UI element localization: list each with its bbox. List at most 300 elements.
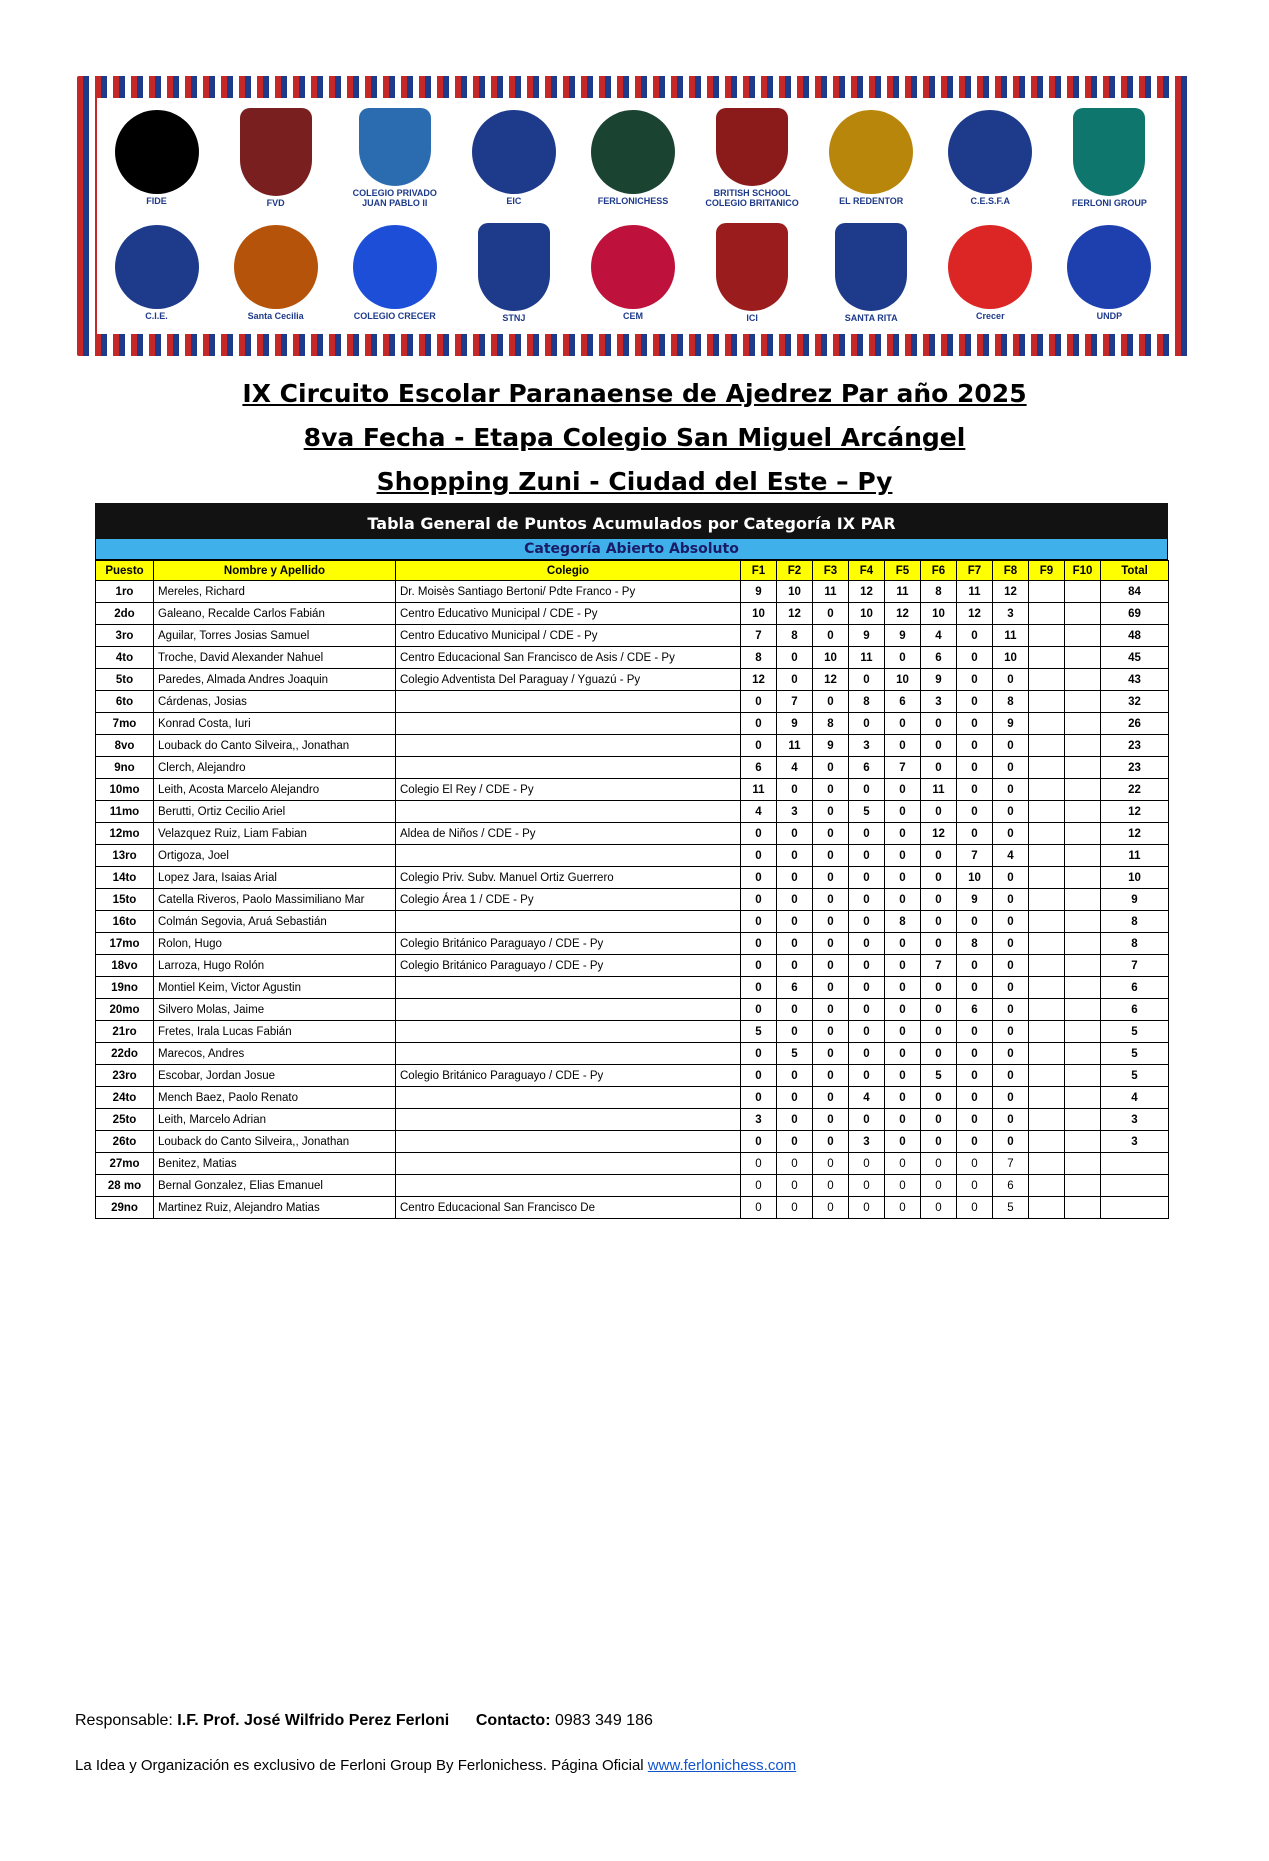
round-score-cell: 0	[813, 625, 849, 647]
column-header: F9	[1029, 561, 1065, 581]
round-score-cell: 0	[741, 911, 777, 933]
player-name-cell: Marecos, Andres	[154, 1043, 396, 1065]
total-cell: 3	[1101, 1109, 1169, 1131]
round-score-cell: 0	[921, 933, 957, 955]
round-score-cell: 11	[777, 735, 813, 757]
round-score-cell: 0	[885, 647, 921, 669]
el-redentor-emblem-icon	[829, 110, 913, 194]
round-score-cell	[1065, 757, 1101, 779]
round-score-cell: 0	[993, 867, 1029, 889]
column-header: F10	[1065, 561, 1101, 581]
juan-pablo-ii-logo	[347, 108, 443, 208]
round-score-cell: 0	[741, 867, 777, 889]
table-row	[96, 867, 1169, 889]
column-header: F6	[921, 561, 957, 581]
total-cell: 9	[1101, 889, 1169, 911]
round-score-cell: 11	[957, 581, 993, 603]
total-cell: 6	[1101, 977, 1169, 999]
stnj-logo	[466, 223, 562, 323]
school-cell	[396, 1131, 741, 1153]
round-score-cell: 4	[921, 625, 957, 647]
round-score-cell: 3	[741, 1109, 777, 1131]
round-score-cell: 0	[777, 1109, 813, 1131]
round-score-cell: 3	[849, 735, 885, 757]
juan-pablo-ii-emblem-icon	[359, 108, 431, 186]
title-line-1: IX Circuito Escolar Paranaense de Ajedrez Par año 2025	[242, 379, 1027, 408]
round-score-cell: 8	[849, 691, 885, 713]
position-cell: 28 mo	[96, 1175, 154, 1197]
table-row	[96, 801, 1169, 823]
fvd-logo	[228, 108, 324, 208]
school-cell: Colegio El Rey / CDE - Py	[396, 779, 741, 801]
player-name-cell: Louback do Canto Silveira,, Jonathan	[154, 735, 396, 757]
round-score-cell	[1029, 933, 1065, 955]
logo-caption: BRITISH SCHOOL COLEGIO BRITANICO	[705, 188, 799, 208]
round-score-cell: 0	[777, 1087, 813, 1109]
round-score-cell: 11	[993, 625, 1029, 647]
round-score-cell: 0	[741, 889, 777, 911]
round-score-cell	[1065, 735, 1101, 757]
position-cell: 22do	[96, 1043, 154, 1065]
round-score-cell: 0	[957, 1175, 993, 1197]
round-score-cell: 0	[957, 1131, 993, 1153]
player-name-cell: Louback do Canto Silveira,, Jonathan	[154, 1131, 396, 1153]
round-score-cell: 0	[957, 823, 993, 845]
player-name-cell: Martinez Ruiz, Alejandro Matias	[154, 1197, 396, 1219]
round-score-cell: 0	[777, 1153, 813, 1175]
round-score-cell	[1065, 647, 1101, 669]
round-score-cell	[1065, 625, 1101, 647]
logo-caption: FIDE	[146, 196, 167, 206]
table-row	[96, 581, 1169, 603]
round-score-cell: 10	[957, 867, 993, 889]
total-cell: 69	[1101, 603, 1169, 625]
round-score-cell: 0	[849, 1021, 885, 1043]
round-score-cell: 0	[849, 911, 885, 933]
round-score-cell: 0	[741, 955, 777, 977]
round-score-cell: 0	[993, 669, 1029, 691]
round-score-cell: 4	[741, 801, 777, 823]
round-score-cell: 0	[957, 735, 993, 757]
round-score-cell	[1065, 603, 1101, 625]
round-score-cell: 0	[777, 867, 813, 889]
ici-logo	[704, 223, 800, 323]
position-cell: 25to	[96, 1109, 154, 1131]
round-score-cell: 5	[921, 1065, 957, 1087]
round-score-cell: 0	[741, 933, 777, 955]
round-score-cell: 0	[777, 823, 813, 845]
position-cell: 1ro	[96, 581, 154, 603]
column-header: Nombre y Apellido	[154, 561, 396, 581]
stnj-emblem-icon	[478, 223, 550, 311]
round-score-cell: 9	[885, 625, 921, 647]
fide-emblem-icon	[115, 110, 199, 194]
player-name-cell: Ortigoza, Joel	[154, 845, 396, 867]
round-score-cell: 11	[741, 779, 777, 801]
round-score-cell: 0	[957, 1065, 993, 1087]
round-score-cell: 0	[921, 757, 957, 779]
position-cell: 3ro	[96, 625, 154, 647]
round-score-cell	[1029, 823, 1065, 845]
round-score-cell: 9	[957, 889, 993, 911]
table-row	[96, 1197, 1169, 1219]
el-redentor-logo	[823, 108, 919, 208]
round-score-cell: 0	[813, 911, 849, 933]
logo-row-bottom	[97, 218, 1169, 328]
round-score-cell: 0	[993, 1131, 1029, 1153]
round-score-cell: 0	[813, 1021, 849, 1043]
round-score-cell: 0	[993, 999, 1029, 1021]
round-score-cell	[1065, 933, 1101, 955]
round-score-cell: 10	[921, 603, 957, 625]
round-score-cell: 0	[741, 1087, 777, 1109]
round-score-cell: 0	[777, 1175, 813, 1197]
round-score-cell	[1029, 801, 1065, 823]
position-cell: 10mo	[96, 779, 154, 801]
club-ferlonichess-logo	[585, 108, 681, 208]
column-header: F2	[777, 561, 813, 581]
logo-caption: STNJ	[502, 313, 526, 323]
table-row	[96, 1065, 1169, 1087]
round-score-cell: 0	[885, 1021, 921, 1043]
table-row	[96, 625, 1169, 647]
round-score-cell	[1029, 603, 1065, 625]
total-cell: 48	[1101, 625, 1169, 647]
round-score-cell: 0	[813, 1065, 849, 1087]
round-score-cell: 7	[957, 845, 993, 867]
position-cell: 7mo	[96, 713, 154, 735]
round-score-cell: 6	[885, 691, 921, 713]
round-score-cell: 0	[813, 889, 849, 911]
round-score-cell: 10	[849, 603, 885, 625]
round-score-cell: 0	[849, 867, 885, 889]
table-row	[96, 735, 1169, 757]
round-score-cell: 8	[885, 911, 921, 933]
position-cell: 9no	[96, 757, 154, 779]
colegio-crecer-cde-emblem-icon	[353, 225, 437, 309]
position-cell: 18vo	[96, 955, 154, 977]
round-score-cell: 0	[993, 735, 1029, 757]
responsible-name: I.F. Prof. José Wilfrido Perez Ferloni	[177, 1712, 450, 1729]
round-score-cell: 0	[921, 845, 957, 867]
school-cell: Colegio Británico Paraguayo / CDE - Py	[396, 955, 741, 977]
round-score-cell: 11	[921, 779, 957, 801]
round-score-cell: 0	[849, 1109, 885, 1131]
column-header: F5	[885, 561, 921, 581]
eic-logo	[466, 108, 562, 208]
round-score-cell	[1029, 955, 1065, 977]
logo-caption: C.I.E.	[145, 311, 168, 321]
round-score-cell: 0	[885, 1175, 921, 1197]
round-score-cell: 0	[957, 1087, 993, 1109]
round-score-cell: 0	[741, 691, 777, 713]
round-score-cell: 0	[813, 955, 849, 977]
round-score-cell: 0	[849, 1175, 885, 1197]
round-score-cell: 0	[885, 1043, 921, 1065]
position-cell: 6to	[96, 691, 154, 713]
round-score-cell: 3	[993, 603, 1029, 625]
player-name-cell: Troche, David Alexander Nahuel	[154, 647, 396, 669]
fide-logo	[109, 108, 205, 208]
school-cell: Colegio Adventista Del Paraguay / Yguazú - Py	[396, 669, 741, 691]
total-cell	[1101, 1175, 1169, 1197]
cem-logo	[585, 223, 681, 323]
british-school-emblem-icon	[716, 108, 788, 186]
round-score-cell: 0	[993, 801, 1029, 823]
organization-text: La Idea y Organización es exclusivo de Ferloni Group By Ferlonichess. Página Oficial	[75, 1757, 644, 1774]
round-score-cell: 9	[777, 713, 813, 735]
total-cell: 6	[1101, 999, 1169, 1021]
round-score-cell: 0	[921, 911, 957, 933]
round-score-cell: 0	[777, 999, 813, 1021]
table-header-row	[96, 561, 1169, 581]
round-score-cell: 0	[993, 955, 1029, 977]
round-score-cell: 8	[921, 581, 957, 603]
round-score-cell: 0	[885, 1153, 921, 1175]
round-score-cell	[1029, 1087, 1065, 1109]
table-row	[96, 999, 1169, 1021]
player-name-cell: Benitez, Matias	[154, 1153, 396, 1175]
table-row	[96, 1087, 1169, 1109]
table-row	[96, 1131, 1169, 1153]
table-row	[96, 669, 1169, 691]
round-score-cell: 0	[993, 823, 1029, 845]
school-cell	[396, 999, 741, 1021]
school-cell	[396, 801, 741, 823]
round-score-cell: 6	[921, 647, 957, 669]
footer-organization	[75, 1757, 796, 1774]
table-row	[96, 977, 1169, 999]
logo-caption: EL REDENTOR	[839, 196, 904, 206]
table-row	[96, 647, 1169, 669]
round-score-cell: 9	[813, 735, 849, 757]
position-cell: 13ro	[96, 845, 154, 867]
round-score-cell: 0	[885, 955, 921, 977]
column-header: F3	[813, 561, 849, 581]
round-score-cell: 0	[993, 1065, 1029, 1087]
logo-caption: FERLONICHESS	[597, 196, 669, 206]
round-score-cell: 0	[849, 1065, 885, 1087]
position-cell: 5to	[96, 669, 154, 691]
standings-table-section	[95, 503, 1168, 1219]
round-score-cell: 0	[741, 823, 777, 845]
round-score-cell: 5	[777, 1043, 813, 1065]
round-score-cell: 0	[921, 713, 957, 735]
position-cell: 26to	[96, 1131, 154, 1153]
table-row	[96, 955, 1169, 977]
logo-caption: ICI	[746, 313, 758, 323]
round-score-cell	[1029, 1065, 1065, 1087]
round-score-cell: 0	[885, 889, 921, 911]
round-score-cell	[1065, 1197, 1101, 1219]
round-score-cell: 0	[957, 691, 993, 713]
round-score-cell: 6	[849, 757, 885, 779]
round-score-cell: 0	[885, 999, 921, 1021]
player-name-cell: Bernal Gonzalez, Elias Emanuel	[154, 1175, 396, 1197]
logo-caption: FVD	[266, 198, 285, 208]
round-score-cell: 0	[741, 1065, 777, 1087]
school-cell: Centro Educacional San Francisco de Asis / CDE - Py	[396, 647, 741, 669]
round-score-cell: 0	[813, 1131, 849, 1153]
round-score-cell: 3	[921, 691, 957, 713]
round-score-cell: 0	[921, 1175, 957, 1197]
round-score-cell: 0	[921, 867, 957, 889]
cie-logo	[109, 223, 205, 323]
position-cell: 11mo	[96, 801, 154, 823]
round-score-cell: 0	[813, 1153, 849, 1175]
banner-logos-area	[97, 98, 1169, 334]
round-score-cell: 0	[741, 977, 777, 999]
ferloni-group-logo	[1061, 108, 1157, 208]
round-score-cell: 0	[957, 801, 993, 823]
cem-emblem-icon	[591, 225, 675, 309]
round-score-cell	[1065, 867, 1101, 889]
round-score-cell: 4	[849, 1087, 885, 1109]
column-header: F4	[849, 561, 885, 581]
round-score-cell: 7	[921, 955, 957, 977]
total-cell: 84	[1101, 581, 1169, 603]
ici-emblem-icon	[716, 223, 788, 311]
round-score-cell: 0	[957, 779, 993, 801]
club-ferlonichess-emblem-icon	[591, 110, 675, 194]
round-score-cell: 0	[885, 845, 921, 867]
school-cell	[396, 1109, 741, 1131]
position-cell: 14to	[96, 867, 154, 889]
table-row	[96, 1175, 1169, 1197]
total-cell: 8	[1101, 911, 1169, 933]
round-score-cell: 0	[957, 625, 993, 647]
round-score-cell	[1065, 1021, 1101, 1043]
round-score-cell	[1065, 823, 1101, 845]
santa-rita-logo	[823, 223, 919, 323]
logo-row-top	[97, 104, 1169, 212]
total-cell: 12	[1101, 801, 1169, 823]
round-score-cell: 0	[849, 1043, 885, 1065]
school-cell: Colegio Británico Paraguayo / CDE - Py	[396, 933, 741, 955]
round-score-cell: 5	[741, 1021, 777, 1043]
total-cell: 5	[1101, 1043, 1169, 1065]
round-score-cell: 0	[849, 955, 885, 977]
table-body	[96, 581, 1169, 1219]
round-score-cell: 0	[741, 999, 777, 1021]
round-score-cell	[1065, 669, 1101, 691]
standings-table	[95, 560, 1169, 1219]
round-score-cell	[1029, 999, 1065, 1021]
cesfa-logo	[942, 108, 1038, 208]
logo-caption: Crecer	[976, 311, 1005, 321]
official-site-link[interactable]: www.ferlonichess.com	[647, 1757, 797, 1774]
player-name-cell: Escobar, Jordan Josue	[154, 1065, 396, 1087]
santa-rita-emblem-icon	[835, 223, 907, 311]
column-header: Total	[1101, 561, 1169, 581]
total-cell	[1101, 1197, 1169, 1219]
table-row	[96, 1109, 1169, 1131]
school-cell: Aldea de Niños / CDE - Py	[396, 823, 741, 845]
round-score-cell: 9	[741, 581, 777, 603]
colegio-crecer-cde-logo	[347, 223, 443, 323]
column-header: F7	[957, 561, 993, 581]
round-score-cell	[1065, 1065, 1101, 1087]
round-score-cell	[1029, 625, 1065, 647]
logo-caption: COLEGIO CRECER	[353, 311, 436, 321]
total-cell: 32	[1101, 691, 1169, 713]
table-row	[96, 823, 1169, 845]
school-cell: Dr. Moisès Santiago Bertoni/ Pdte Franco - Py	[396, 581, 741, 603]
school-cell	[396, 1021, 741, 1043]
player-name-cell: Berutti, Ortiz Cecilio Ariel	[154, 801, 396, 823]
round-score-cell: 0	[741, 1131, 777, 1153]
round-score-cell: 12	[813, 669, 849, 691]
total-cell: 5	[1101, 1065, 1169, 1087]
round-score-cell: 12	[993, 581, 1029, 603]
round-score-cell: 0	[849, 933, 885, 955]
round-score-cell: 7	[741, 625, 777, 647]
round-score-cell: 0	[849, 889, 885, 911]
round-score-cell: 10	[777, 581, 813, 603]
player-name-cell: Silvero Molas, Jaime	[154, 999, 396, 1021]
position-cell: 16to	[96, 911, 154, 933]
total-cell: 3	[1101, 1131, 1169, 1153]
round-score-cell: 6	[957, 999, 993, 1021]
column-header: F8	[993, 561, 1029, 581]
total-cell: 8	[1101, 933, 1169, 955]
round-score-cell: 0	[921, 977, 957, 999]
round-score-cell	[1065, 1153, 1101, 1175]
round-score-cell: 0	[993, 1021, 1029, 1043]
round-score-cell: 0	[849, 845, 885, 867]
round-score-cell: 0	[885, 735, 921, 757]
round-score-cell: 5	[993, 1197, 1029, 1219]
position-cell: 21ro	[96, 1021, 154, 1043]
round-score-cell: 0	[993, 1087, 1029, 1109]
round-score-cell: 0	[741, 1043, 777, 1065]
round-score-cell	[1029, 911, 1065, 933]
round-score-cell: 0	[957, 1153, 993, 1175]
round-score-cell: 0	[957, 977, 993, 999]
contact-value: 0983 349 186	[554, 1712, 653, 1729]
player-name-cell: Catella Riveros, Paolo Massimiliano Mar	[154, 889, 396, 911]
school-cell	[396, 977, 741, 999]
round-score-cell: 0	[957, 911, 993, 933]
title-line-3: Shopping Zuni - Ciudad del Este – Py	[376, 467, 893, 496]
logo-caption: COLEGIO PRIVADO JUAN PABLO II	[352, 188, 437, 208]
table-row	[96, 845, 1169, 867]
round-score-cell: 11	[813, 581, 849, 603]
school-cell	[396, 735, 741, 757]
round-score-cell: 0	[957, 647, 993, 669]
round-score-cell: 10	[741, 603, 777, 625]
round-score-cell: 0	[813, 977, 849, 999]
school-cell: Centro Educativo Municipal / CDE - Py	[396, 603, 741, 625]
round-score-cell: 0	[993, 757, 1029, 779]
column-header: Puesto	[96, 561, 154, 581]
total-cell: 11	[1101, 845, 1169, 867]
round-score-cell: 0	[741, 735, 777, 757]
table-row	[96, 933, 1169, 955]
round-score-cell	[1065, 911, 1101, 933]
round-score-cell	[1065, 581, 1101, 603]
fvd-emblem-icon	[240, 108, 312, 196]
round-score-cell: 0	[885, 1197, 921, 1219]
table-row	[96, 779, 1169, 801]
round-score-cell: 0	[993, 1043, 1029, 1065]
round-score-cell: 0	[849, 669, 885, 691]
school-cell: Colegio Priv. Subv. Manuel Ortiz Guerrero	[396, 867, 741, 889]
round-score-cell: 0	[813, 845, 849, 867]
round-score-cell: 0	[921, 1131, 957, 1153]
logo-caption: CEM	[622, 311, 643, 321]
round-score-cell	[1065, 999, 1101, 1021]
